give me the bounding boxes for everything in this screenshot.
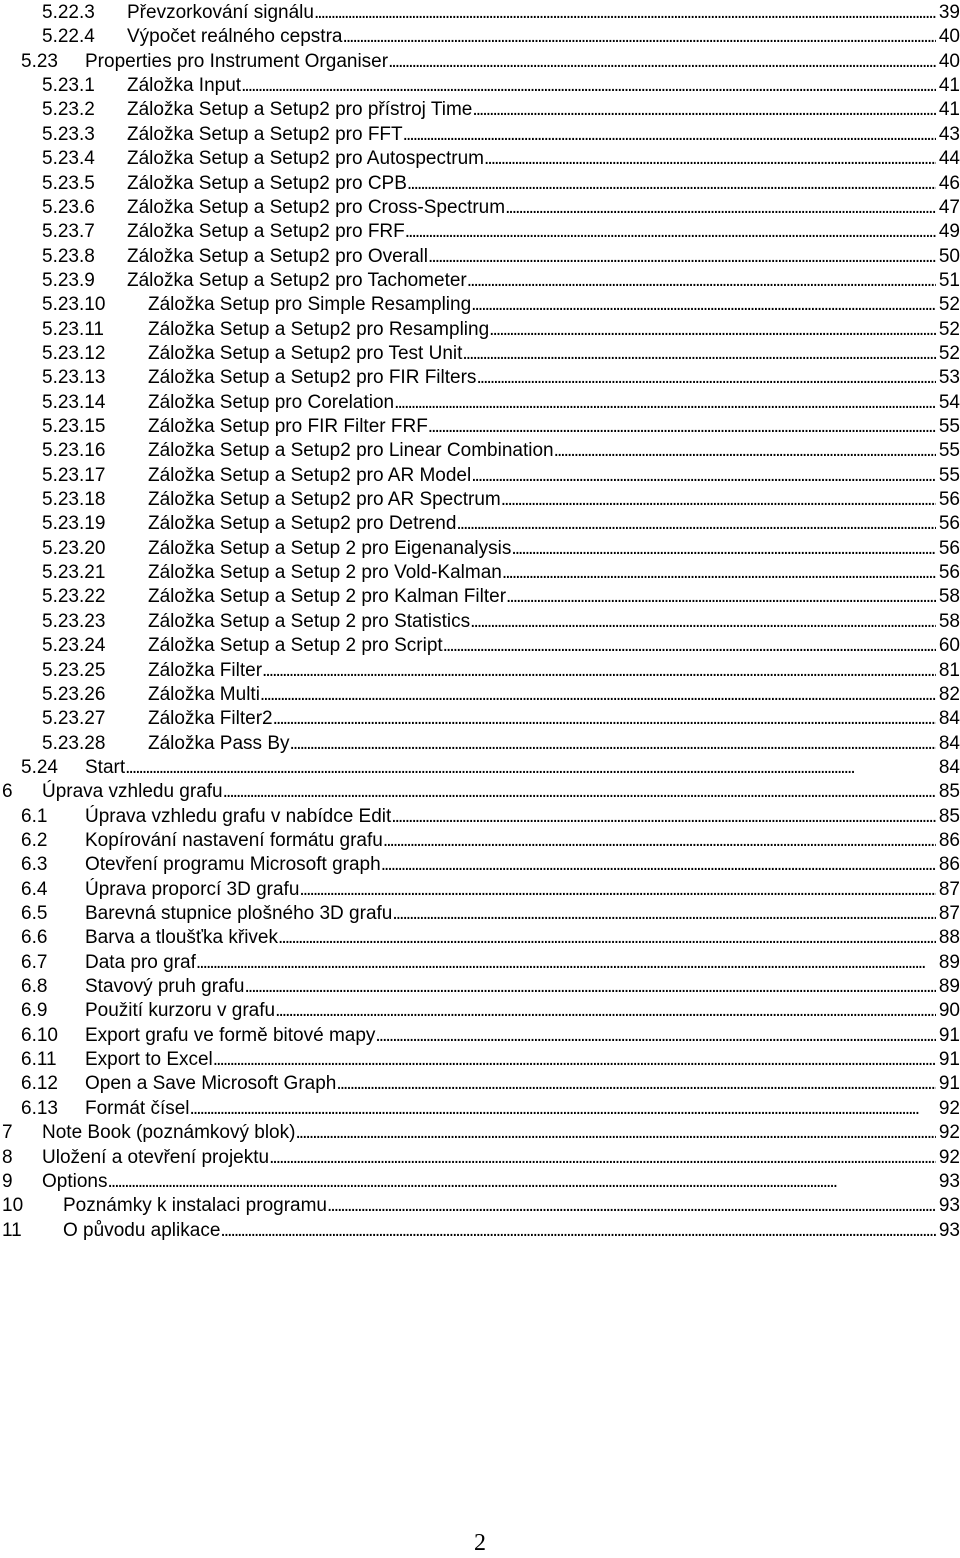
toc-entry-page: 47	[938, 196, 960, 218]
toc-dot-leader	[484, 147, 936, 171]
toc-entry-page: 84	[938, 732, 960, 754]
toc-entry-number: 5.23.22	[42, 586, 106, 608]
toc-dot-leader	[501, 488, 936, 512]
toc-entry-number: 5.23.7	[42, 221, 95, 243]
toc-entry[interactable]	[0, 220, 960, 244]
toc-entry-title: Úprava vzhledu grafu v nabídce Edit	[85, 805, 392, 827]
toc-entry-title: Data pro graf	[85, 951, 196, 973]
toc-entry-page: 54	[938, 391, 960, 413]
toc-entry-number: 6.7	[21, 951, 48, 973]
toc-entry-title: Záložka Setup a Setup2 pro FIR Filters	[148, 367, 477, 389]
toc-entry-title: Uložení a otevření projektu	[42, 1146, 270, 1168]
toc-entry-number: 5.23.1	[42, 75, 95, 97]
toc-entry-title: Záložka Setup a Setup2 pro FFT	[127, 123, 403, 145]
toc-entry-number: 6.2	[21, 829, 48, 851]
toc-dot-leader	[213, 1048, 936, 1072]
toc-entry-title: Formát čísel	[85, 1097, 190, 1119]
toc-entry[interactable]	[0, 391, 960, 415]
toc-entry-page: 85	[938, 781, 960, 803]
toc-entry-page: 51	[938, 269, 960, 291]
toc-dot-leader	[290, 732, 936, 756]
toc-entry-number: 5.23.28	[42, 732, 106, 754]
toc-entry-title: Stavový pruh grafu	[85, 976, 245, 997]
toc-entry-title: Záložka Setup a Setup2 pro CPB	[127, 172, 407, 194]
toc-entry[interactable]	[0, 537, 960, 561]
toc-entry-page: 41	[938, 75, 960, 97]
toc-entry[interactable]	[0, 926, 960, 950]
toc-entry-page: 52	[938, 318, 960, 340]
toc-entry-number: 5.23.5	[42, 172, 95, 194]
toc-entry[interactable]	[0, 659, 960, 683]
toc-dot-leader	[125, 756, 936, 780]
toc-entry-number: 5.23.21	[42, 562, 106, 584]
toc-entry[interactable]	[0, 853, 960, 877]
toc-entry-page: 58	[938, 610, 960, 632]
toc-entry-title: Záložka Setup a Setup 2 pro Vold-Kalman	[148, 562, 502, 584]
toc-dot-leader	[403, 123, 936, 147]
toc-dot-leader	[314, 1, 936, 25]
toc-entry[interactable]	[0, 1219, 960, 1243]
toc-entry[interactable]	[0, 245, 960, 269]
toc-dot-leader	[388, 50, 936, 74]
toc-entry-title: Options	[42, 1170, 108, 1192]
toc-entry-number: 5.23.20	[42, 537, 106, 559]
toc-dot-leader	[107, 1170, 935, 1194]
toc-dot-leader	[471, 293, 936, 317]
toc-dot-leader	[505, 196, 936, 220]
toc-entry-page: 91	[938, 1049, 960, 1070]
toc-dot-leader	[407, 172, 936, 196]
toc-entry-page: 55	[938, 416, 960, 437]
toc-entry-page: 86	[938, 854, 960, 876]
toc-entry[interactable]	[0, 98, 960, 122]
toc-entry-page: 56	[938, 562, 960, 584]
toc-entry-title: Záložka Setup a Setup2 pro AR Model	[148, 464, 472, 486]
toc-dot-leader	[443, 634, 936, 658]
toc-entry-title: Záložka Setup a Setup 2 pro Script	[148, 635, 443, 657]
toc-entry-title: Záložka Setup a Setup 2 pro Kalman Filter	[148, 586, 507, 608]
toc-entry-page: 82	[938, 683, 960, 705]
toc-entry-page: 91	[938, 1073, 960, 1095]
toc-entry-page: 84	[938, 708, 960, 730]
toc-entry[interactable]	[0, 1194, 960, 1218]
toc-entry-title: Start	[85, 756, 126, 778]
toc-entry-title: Záložka Setup a Setup 2 pro Statistics	[148, 610, 471, 632]
toc-entry-page: 93	[938, 1170, 960, 1192]
toc-dot-leader	[244, 975, 935, 999]
toc-entry-title: Záložka Setup a Setup2 pro Detrend	[148, 513, 457, 535]
toc-entry-number: 5.22.4	[42, 26, 95, 48]
toc-entry-title: Záložka Setup a Setup2 pro Test Unit	[148, 342, 463, 364]
toc-dot-leader	[196, 951, 936, 975]
toc-entry[interactable]	[0, 634, 960, 658]
toc-entry-title: Záložka Setup a Setup2 pro AR Spectrum	[148, 489, 501, 510]
toc-dot-leader	[554, 439, 936, 463]
toc-dot-leader	[260, 683, 936, 707]
toc-entry-number: 6.12	[21, 1073, 58, 1095]
toc-entry[interactable]	[0, 147, 960, 171]
toc-entry-title: Záložka Setup a Setup2 pro Autospectrum	[127, 148, 484, 170]
toc-dot-leader	[342, 25, 935, 49]
toc-entry-page: 39	[938, 2, 960, 23]
toc-entry[interactable]	[0, 561, 960, 585]
toc-dot-leader	[470, 610, 936, 634]
toc-entry-page: 86	[938, 829, 960, 851]
toc-entry-page: 87	[938, 903, 960, 924]
toc-dot-leader	[327, 1194, 936, 1218]
toc-entry[interactable]	[0, 951, 960, 975]
toc-entry-title: Záložka Setup a Setup2 pro Tachometer	[127, 269, 467, 291]
toc-entry[interactable]	[0, 293, 960, 317]
toc-entry-number: 5.23.18	[42, 489, 106, 510]
toc-entry-page: 50	[938, 245, 960, 267]
toc-entry-page: 92	[938, 1097, 960, 1119]
toc-entry[interactable]	[0, 1097, 960, 1121]
toc-entry[interactable]	[0, 902, 960, 926]
toc-entry-title: Záložka Setup a Setup2 pro Cross-Spectrum	[127, 196, 506, 218]
toc-entry-page: 56	[938, 537, 960, 559]
toc-dot-leader	[471, 464, 936, 488]
toc-entry[interactable]	[0, 488, 960, 512]
toc-entry-number: 6.4	[21, 878, 48, 900]
toc-entry-title: Záložka Setup pro Simple Resampling	[148, 294, 472, 316]
toc-entry-page: 52	[938, 342, 960, 364]
toc-entry-number: 5.23.14	[42, 391, 106, 413]
toc-entry-number: 5.23.17	[42, 464, 106, 486]
toc-entry[interactable]	[0, 585, 960, 609]
toc-entry-number: 5.23.8	[42, 245, 95, 267]
toc-entry-title: Záložka Setup a Setup2 pro Linear Combination	[148, 440, 554, 462]
toc-entry-title: Záložka Pass By	[148, 732, 290, 754]
toc-entry-page: 60	[938, 635, 960, 657]
toc-dot-leader	[273, 707, 936, 731]
toc-entry-page: 53	[938, 367, 960, 389]
toc-entry[interactable]	[0, 415, 960, 439]
toc-entry-number: 5.23.26	[42, 683, 106, 705]
toc-entry-number: 6.11	[21, 1049, 57, 1070]
toc-entry[interactable]	[0, 50, 960, 74]
toc-entry-number: 6	[2, 781, 13, 803]
toc-entry-page: 90	[938, 1000, 960, 1022]
toc-entry[interactable]	[0, 732, 960, 756]
toc-entry-page: 44	[938, 148, 960, 170]
page-number: 2	[474, 1530, 486, 1556]
toc-dot-leader	[476, 366, 935, 390]
toc-entry-number: 5.23.4	[42, 148, 95, 170]
toc-entry-number: 5.23.27	[42, 708, 106, 730]
toc-entry[interactable]	[0, 1072, 960, 1096]
toc-entry-number: 5.23	[21, 50, 58, 72]
toc-entry-title: Záložka Setup a Setup 2 pro Eigenanalysis	[148, 537, 512, 559]
toc-entry-page: 93	[938, 1195, 960, 1217]
toc-entry-title: Open a Save Microsoft Graph	[85, 1073, 337, 1095]
toc-entry-number: 9	[2, 1170, 13, 1192]
toc-dot-leader	[472, 98, 936, 122]
toc-entry-title: Záložka Setup pro Corelation	[148, 391, 395, 413]
toc-entry-page: 55	[938, 440, 960, 462]
toc-dot-leader	[295, 1121, 935, 1145]
toc-dot-leader	[456, 512, 935, 536]
toc-dot-leader	[190, 1097, 936, 1121]
toc-dot-leader	[502, 561, 936, 585]
toc-dot-leader	[223, 780, 936, 804]
toc-entry[interactable]	[0, 1048, 960, 1072]
toc-entry[interactable]	[0, 756, 960, 780]
toc-entry-number: 5.23.24	[42, 635, 106, 657]
toc-dot-leader	[275, 999, 936, 1023]
toc-entry-title: Poznámky k instalaci programu	[63, 1195, 327, 1217]
toc-entry-title: Úprava proporcí 3D grafu	[85, 878, 300, 900]
toc-entry-number: 5.23.19	[42, 513, 106, 535]
toc-dot-leader	[428, 245, 936, 269]
toc-entry-number: 5.22.3	[42, 2, 95, 23]
toc-dot-leader	[489, 318, 936, 342]
toc-entry-number: 5.23.16	[42, 440, 106, 462]
toc-entry-page: 81	[938, 659, 960, 681]
toc-dot-leader	[299, 878, 935, 902]
toc-entry[interactable]	[0, 999, 960, 1023]
toc-entry[interactable]	[0, 1024, 960, 1048]
toc-entry-number: 6.8	[21, 976, 48, 997]
toc-entry-page: 40	[938, 50, 960, 72]
toc-entry-page: 49	[938, 221, 960, 243]
toc-dot-leader	[392, 902, 935, 926]
toc-entry-number: 5.23.23	[42, 610, 106, 632]
toc-entry[interactable]	[0, 975, 960, 999]
toc-dot-leader	[241, 74, 936, 98]
toc-entry-title: Note Book (poznámkový blok)	[42, 1122, 296, 1144]
toc-dot-leader	[381, 853, 936, 877]
toc-entry[interactable]	[0, 805, 960, 829]
toc-entry-title: Výpočet reálného cepstra	[127, 26, 343, 48]
toc-entry-page: 92	[938, 1122, 960, 1144]
toc-entry-number: 5.24	[21, 756, 58, 778]
toc-entry[interactable]	[0, 196, 960, 220]
toc-entry-title: Záložka Filter2	[148, 708, 273, 730]
toc-entry[interactable]	[0, 342, 960, 366]
toc-dot-leader	[336, 1072, 936, 1096]
toc-dot-leader	[220, 1219, 935, 1243]
toc-entry[interactable]	[0, 172, 960, 196]
toc-dot-leader	[506, 585, 936, 609]
toc-entry-page: 46	[938, 172, 960, 194]
toc-entry-page: 55	[938, 464, 960, 486]
toc-entry-title: Záložka Multi	[148, 683, 260, 705]
toc-entry-number: 6.9	[21, 1000, 48, 1022]
toc-entry[interactable]	[0, 123, 960, 147]
toc-entry[interactable]	[0, 366, 960, 390]
toc-entry[interactable]	[0, 707, 960, 731]
toc-dot-leader	[391, 805, 936, 829]
toc-entry-page: 89	[938, 976, 960, 997]
toc-entry-number: 5.23.25	[42, 659, 106, 681]
toc-entry[interactable]	[0, 683, 960, 707]
toc-entry-number: 8	[2, 1146, 13, 1168]
toc-dot-leader	[462, 342, 935, 366]
toc-entry[interactable]	[0, 780, 960, 804]
toc-entry-title: Záložka Setup a Setup2 pro Overall	[127, 245, 429, 267]
toc-entry-number: 6.5	[21, 903, 48, 924]
toc-dot-leader	[375, 1024, 935, 1048]
toc-entry-number: 5.23.11	[42, 318, 104, 340]
toc-entry-number: 6.3	[21, 854, 48, 876]
toc-entry-page: 56	[938, 513, 960, 535]
toc-dot-leader	[428, 415, 936, 439]
toc-entry[interactable]	[0, 318, 960, 342]
toc-entry[interactable]	[0, 269, 960, 293]
toc-entry-number: 6.10	[21, 1024, 58, 1046]
toc-entry[interactable]	[0, 1146, 960, 1170]
toc-entry-page: 52	[938, 294, 960, 316]
toc-entry-title: Záložka Setup pro FIR Filter FRF	[148, 416, 428, 437]
toc-entry-number: 5.23.9	[42, 269, 95, 291]
toc-entry-title: Barevná stupnice plošného 3D grafu	[85, 903, 393, 924]
toc-entry-page: 85	[938, 805, 960, 827]
toc-entry-title: Záložka Setup a Setup2 pro přístroj Time	[127, 99, 473, 121]
toc-entry-title: Použití kurzoru v grafu	[85, 1000, 276, 1022]
toc-dot-leader	[394, 391, 936, 415]
toc-dot-leader	[278, 926, 936, 950]
toc-entry-page: 43	[938, 123, 960, 145]
toc-entry-page: 84	[938, 756, 960, 778]
toc-entry[interactable]	[0, 25, 960, 49]
toc-dot-leader	[467, 269, 936, 293]
toc-entry-title: Export grafu ve formě bitové mapy	[85, 1024, 376, 1046]
toc-entry-number: 6.13	[21, 1097, 58, 1119]
toc-entry-title: Záložka Filter	[148, 659, 263, 681]
toc-entry-page: 91	[938, 1024, 960, 1046]
toc-entry-page: 93	[938, 1219, 960, 1241]
toc-entry-page: 40	[938, 26, 960, 48]
toc-entry[interactable]	[0, 512, 960, 536]
toc-entry-number: 5.23.13	[42, 367, 106, 389]
toc-entry[interactable]	[0, 464, 960, 488]
toc-entry-number: 11	[2, 1219, 22, 1241]
toc-entry-title: Záložka Input	[127, 75, 242, 97]
toc-entry[interactable]	[0, 1121, 960, 1145]
toc-entry-page: 56	[938, 489, 960, 510]
toc-entry-number: 10	[2, 1195, 24, 1217]
toc-entry-page: 89	[938, 951, 960, 973]
toc-entry-page: 92	[938, 1146, 960, 1168]
toc-entry-number: 5.23.2	[42, 99, 95, 121]
toc-entry-title: Export to Excel	[85, 1049, 213, 1070]
toc-entry[interactable]	[0, 439, 960, 463]
toc-entry[interactable]	[0, 74, 960, 98]
toc-entry-number: 5.23.3	[42, 123, 95, 145]
toc-entry-title: Properties pro Instrument Organiser	[85, 50, 389, 72]
toc-entry-number: 6.1	[21, 805, 48, 827]
toc-entry-title: O původu aplikace	[63, 1219, 221, 1241]
toc-entry-page: 58	[938, 586, 960, 608]
toc-entry[interactable]	[0, 1, 960, 25]
toc-entry[interactable]	[0, 610, 960, 634]
toc-entry-title: Barva a tloušťka křivek	[85, 927, 278, 949]
toc-dot-leader	[405, 220, 936, 244]
toc-entry-number: 5.23.10	[42, 294, 106, 316]
toc-entry-number: 5.23.12	[42, 342, 106, 364]
toc-entry[interactable]	[0, 1170, 960, 1194]
toc-dot-leader	[383, 829, 936, 853]
toc-entry-title: Převzorkování signálu	[127, 2, 314, 23]
toc-dot-leader	[269, 1146, 936, 1170]
toc-entry-page: 87	[938, 878, 960, 900]
toc-entry[interactable]	[0, 829, 960, 853]
toc-entry-title: Úprava vzhledu grafu	[42, 781, 223, 803]
toc-entry-number: 5.23.6	[42, 196, 95, 218]
toc-entry-title: Otevření programu Microsoft graph	[85, 854, 381, 876]
toc-entry-title: Kopírování nastavení formátu grafu	[85, 829, 383, 851]
toc-entry-number: 6.6	[21, 927, 48, 949]
toc-entry-page: 88	[938, 927, 960, 949]
toc-entry[interactable]	[0, 878, 960, 902]
toc-entry-title: Záložka Setup a Setup2 pro Resampling	[148, 318, 490, 340]
toc-entry-page: 41	[938, 99, 960, 121]
toc-entry-number: 7	[2, 1122, 13, 1144]
toc-entry-number: 5.23.15	[42, 416, 106, 437]
toc-entry-title: Záložka Setup a Setup2 pro FRF	[127, 221, 405, 243]
toc-dot-leader	[511, 537, 936, 561]
toc-dot-leader	[262, 659, 936, 683]
